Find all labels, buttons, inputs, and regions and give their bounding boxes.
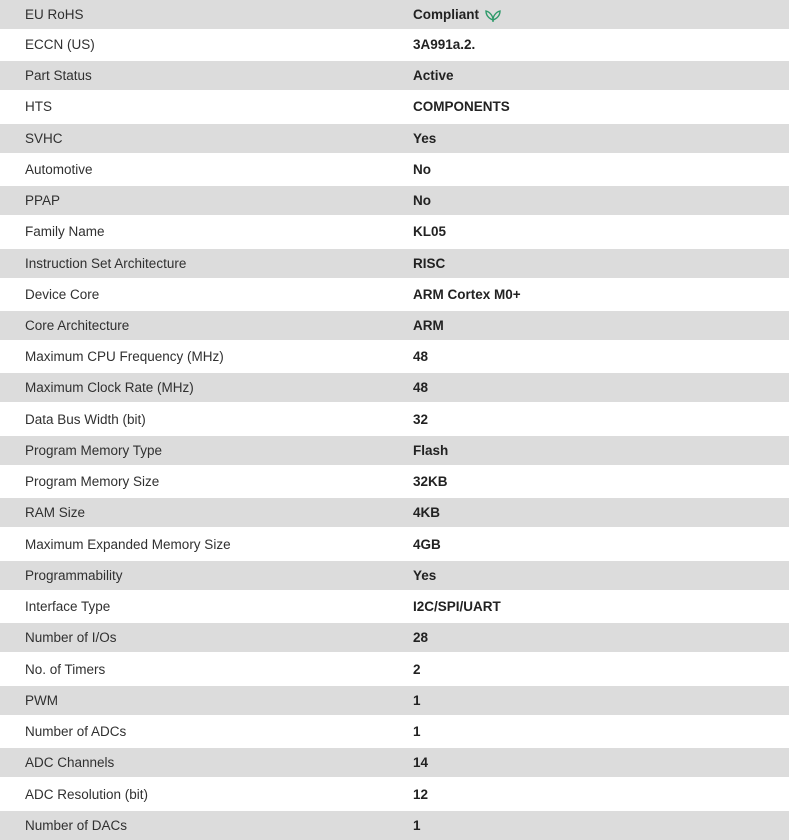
spec-row (0, 592, 789, 621)
spec-value-text: 12 (413, 787, 429, 802)
spec-label: PPAP (25, 193, 61, 208)
spec-row (0, 311, 789, 340)
spec-label: Program Memory Type (25, 443, 163, 458)
spec-label: EU RoHS (25, 7, 84, 22)
spec-label: HTS (25, 99, 52, 114)
spec-label: Maximum CPU Frequency (MHz) (25, 349, 224, 364)
spec-label: Data Bus Width (bit) (25, 412, 146, 427)
spec-value (413, 818, 421, 833)
spec-label: Number of DACs (25, 818, 128, 833)
spec-value (413, 505, 440, 520)
spec-label: Core Architecture (25, 318, 130, 333)
spec-value (413, 599, 501, 614)
spec-value-text: Yes (413, 131, 437, 146)
spec-value-text: 1 (413, 724, 421, 739)
spec-row (0, 623, 789, 652)
spec-row (0, 61, 789, 90)
spec-row (0, 655, 789, 684)
spec-label: Maximum Expanded Memory Size (25, 537, 231, 552)
spec-label: No. of Timers (25, 662, 106, 677)
spec-label: Program Memory Size (25, 474, 160, 489)
leaf-icon (485, 8, 501, 22)
spec-value-text: ARM Cortex M0+ (413, 287, 521, 302)
spec-row (0, 155, 789, 184)
spec-row (0, 0, 789, 29)
spec-value (413, 256, 445, 271)
spec-row (0, 717, 789, 746)
spec-label: Family Name (25, 224, 105, 239)
spec-label: Number of I/Os (25, 630, 117, 645)
spec-value (413, 193, 431, 208)
spec-value-text: 1 (413, 818, 421, 833)
spec-label: ECCN (US) (25, 37, 95, 52)
spec-row (0, 780, 789, 809)
spec-value-text: No (413, 162, 431, 177)
spec-label: Automotive (25, 162, 93, 177)
spec-value-text: RISC (413, 256, 446, 271)
spec-label: SVHC (25, 131, 63, 146)
spec-row (0, 748, 789, 777)
spec-value-text: 28 (413, 630, 429, 645)
spec-label: ADC Channels (25, 755, 115, 770)
spec-label: PWM (25, 693, 58, 708)
spec-value-text: Compliant (413, 7, 479, 22)
spec-value-text: 4GB (413, 537, 441, 552)
spec-value-text: Active (413, 68, 454, 83)
spec-value (413, 755, 428, 770)
spec-row (0, 467, 789, 496)
spec-row (0, 498, 789, 527)
spec-label: Interface Type (25, 599, 111, 614)
spec-row (0, 686, 789, 715)
spec-value-text: 48 (413, 349, 429, 364)
spec-row (0, 405, 789, 434)
spec-row (0, 811, 789, 840)
spec-value (413, 662, 421, 677)
spec-value (413, 68, 454, 83)
spec-value (413, 224, 446, 239)
spec-value (413, 37, 475, 52)
spec-label: ADC Resolution (bit) (25, 787, 149, 802)
spec-label: Device Core (25, 287, 100, 302)
spec-value-text: No (413, 193, 431, 208)
spec-row (0, 342, 789, 371)
spec-row (0, 217, 789, 246)
spec-value-text: KL05 (413, 224, 447, 239)
spec-row (0, 30, 789, 59)
spec-label: Programmability (25, 568, 123, 583)
spec-row (0, 530, 789, 559)
spec-value-text: 48 (413, 380, 429, 395)
spec-value (413, 630, 428, 645)
spec-value-text: ARM (413, 318, 444, 333)
spec-value (413, 287, 521, 302)
spec-value (413, 568, 436, 583)
spec-value-text: 32KB (413, 474, 448, 489)
spec-value (413, 474, 448, 489)
spec-label: RAM Size (25, 505, 86, 520)
spec-row (0, 92, 789, 121)
spec-value (413, 443, 448, 458)
spec-label: Maximum Clock Rate (MHz) (25, 380, 194, 395)
spec-value-text: 14 (413, 755, 429, 770)
spec-row (0, 280, 789, 309)
spec-row (0, 561, 789, 590)
spec-value (413, 380, 428, 395)
spec-row (0, 124, 789, 153)
spec-value (413, 537, 441, 552)
spec-value-text: 2 (413, 662, 421, 677)
spec-value (413, 162, 431, 177)
spec-value-text: 3A991a.2. (413, 37, 476, 52)
spec-row (0, 186, 789, 215)
spec-row (0, 373, 789, 402)
spec-value-text: COMPONENTS (413, 99, 510, 114)
spec-value (413, 724, 421, 739)
spec-label: Instruction Set Architecture (25, 256, 187, 271)
spec-label: Part Status (25, 68, 92, 83)
spec-value-text: I2C/SPI/UART (413, 599, 501, 614)
spec-value-text: 32 (413, 412, 429, 427)
spec-value-text: Flash (413, 443, 449, 458)
spec-value (413, 7, 501, 22)
spec-label: Number of ADCs (25, 724, 127, 739)
spec-value (413, 412, 428, 427)
spec-value-text: Yes (413, 568, 437, 583)
spec-value (413, 131, 436, 146)
spec-value (413, 787, 428, 802)
spec-value (413, 99, 510, 114)
spec-value-text: 4KB (413, 505, 441, 520)
spec-value (413, 318, 444, 333)
spec-row (0, 249, 789, 278)
spec-value (413, 349, 428, 364)
spec-value-text: 1 (413, 693, 421, 708)
spec-value (413, 693, 421, 708)
spec-row (0, 436, 789, 465)
